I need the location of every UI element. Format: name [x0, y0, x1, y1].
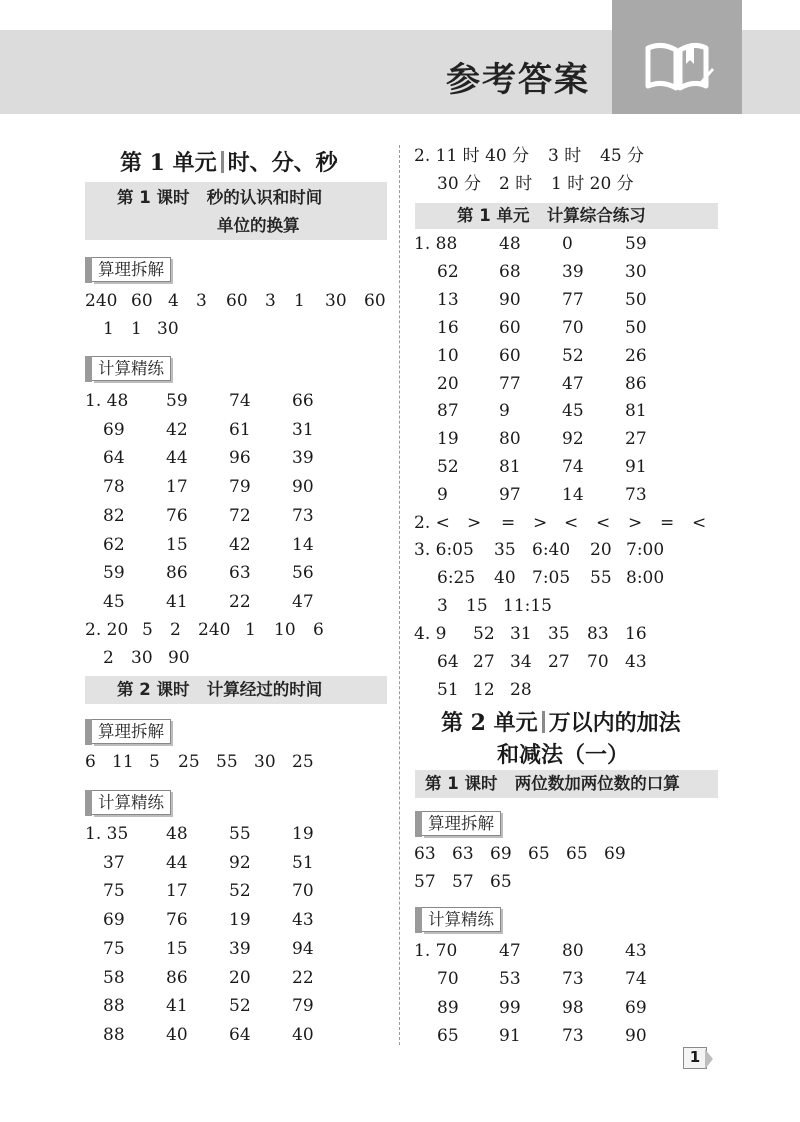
- u2-ex1-row-1: [0, 938, 800, 961]
- review-ex1-cell: 0: [562, 234, 573, 254]
- review-ex1-cell: 62: [437, 261, 459, 282]
- review-ex1-cell: 50: [625, 289, 647, 310]
- review-ex1-cell: 97: [499, 485, 521, 506]
- l1-ex1-cell: 15: [166, 534, 188, 555]
- l1-ex1-cell: 14: [292, 534, 314, 555]
- r-top-row-1: 2. 11 时 40 分 3 时 45 分: [414, 146, 645, 166]
- u2-ex1-row-3: [0, 998, 800, 1018]
- unit-1-number: 第 1 单元: [120, 150, 217, 176]
- l1-ex1-cell: 44: [166, 448, 188, 469]
- l2-ex1-cell: 88: [103, 1024, 125, 1045]
- u2-ex1-cell: 70: [437, 969, 459, 990]
- l1-sllj-row-1: 240 60 4 3 60 3 1 30 60: [85, 291, 386, 311]
- l2-ex1-cell: 22: [292, 967, 314, 988]
- l2-ex1-cell: 88: [103, 996, 125, 1017]
- review-ex1-cell: 45: [562, 401, 584, 422]
- u2-sllj-row-2: 57 57 65: [414, 872, 512, 892]
- l2-ex1-cell: 19: [229, 910, 251, 931]
- review-ex1-cell: 52: [562, 345, 584, 366]
- review-ex1-cell: 27: [625, 429, 647, 450]
- u2-ex1-cell: 73: [562, 969, 584, 990]
- unit-2-lesson-1-title: 第 1 课时 两位数加两位数的口算: [425, 774, 680, 793]
- l2-ex1-cell: 41: [166, 996, 188, 1017]
- unit-2-number: 第 2 单元: [441, 710, 538, 736]
- review-ex1-cell: 9: [437, 485, 448, 506]
- l2-ex1-cell: 52: [229, 881, 251, 902]
- review-ex1-cell: 59: [625, 234, 647, 254]
- l2-ex1-cell: 40: [166, 1024, 188, 1045]
- review-ex1-cell: 52: [437, 457, 459, 478]
- lesson-1-title-line1: 第 1 课时 秒的认识和时间: [117, 188, 323, 207]
- u2-ex1-row-2: [0, 969, 800, 989]
- l1-ex1-cell: 42: [229, 534, 251, 555]
- review-ex1-cell: 81: [625, 401, 647, 422]
- l2-sllj-row: 6 11 5 25 55 30 25: [85, 752, 314, 772]
- l1-ex2-row-2: 2 30 90: [103, 648, 190, 668]
- l1-ex1-cell: 47: [292, 591, 314, 612]
- l2-ex1-cell: 17: [166, 881, 188, 902]
- review-ex1-row-4: [0, 318, 800, 338]
- l1-ex1-cell: 59: [166, 391, 188, 411]
- l1-ex2-row-1: 2. 20 5 2 240 1 10 6: [85, 620, 324, 640]
- l2-ex1-cell: 94: [292, 938, 314, 959]
- review-ex4-row-3: 51 12 28: [437, 680, 532, 700]
- l1-ex1-cell: 79: [229, 477, 251, 498]
- l2-ex1-cell: 55: [229, 824, 251, 844]
- l1-ex1-cell: 86: [166, 563, 188, 584]
- l2-ex1-cell: 58: [103, 967, 125, 988]
- review-ex1-cell: 86: [625, 373, 647, 394]
- l1-ex1-cell: 31: [292, 419, 314, 440]
- unit-1-name: 时、分、秒: [227, 150, 338, 176]
- u2-ex1-cell: 99: [499, 997, 521, 1018]
- review-ex1-cell: 16: [437, 317, 459, 338]
- l2-ex1-cell: 1. 35: [85, 824, 129, 844]
- l2-ex1-row-1: [0, 824, 800, 844]
- l1-ex1-cell: 74: [229, 391, 251, 411]
- review-ex1-cell: 87: [437, 401, 459, 422]
- review-ex1-cell: 10: [437, 345, 459, 366]
- l2-ex1-row-4: [0, 910, 800, 930]
- l2-ex1-cell: 43: [292, 910, 314, 931]
- l2-ex1-cell: 39: [229, 938, 251, 959]
- l1-ex1-cell: 72: [229, 505, 251, 526]
- review-ex1-cell: 77: [562, 289, 584, 310]
- l2-ex1-cell: 75: [103, 881, 125, 902]
- review-ex1-cell: 48: [499, 234, 521, 254]
- u2-ex1-cell: 91: [499, 1025, 521, 1046]
- review-ex1-cell: 81: [499, 457, 521, 478]
- review-ex1-row-9: [0, 457, 800, 477]
- lesson-2-title: 第 2 课时 计算经过的时间: [117, 680, 323, 699]
- review-ex1-row-1: [0, 234, 800, 254]
- review-ex1-cell: 91: [625, 457, 647, 478]
- l1-ex1-cell: 17: [166, 477, 188, 498]
- l1-ex1-cell: 1. 48: [85, 391, 129, 411]
- lesson-1-title-line2: 单位的换算: [217, 216, 300, 235]
- l2-ex1-cell: 20: [229, 967, 251, 988]
- l1-ex1-cell: 66: [292, 391, 314, 411]
- unit-2-title-line2: 和减法（一）: [497, 742, 630, 768]
- r-top-row-2: 30 分 2 时 1 时 20 分: [437, 174, 634, 194]
- review-ex1-cell: 19: [437, 429, 459, 450]
- l1-ex1-cell: 76: [166, 505, 188, 526]
- l1-ex1-cell: 62: [103, 534, 125, 555]
- l2-ex1-cell: 86: [166, 967, 188, 988]
- review-ex1-cell: 30: [625, 261, 647, 282]
- l1-ex1-cell: 56: [292, 563, 314, 584]
- review-bar: [415, 203, 718, 229]
- page-number-badge: [683, 1047, 713, 1071]
- review-ex3-row-3: 3 15 11:15: [437, 596, 552, 616]
- review-ex1-cell: 14: [562, 485, 584, 506]
- review-ex1-row-5: [0, 346, 800, 366]
- review-ex1-row-10: [0, 485, 800, 505]
- u2-ex1-cell: 73: [562, 1025, 584, 1046]
- l2-ex1-cell: 51: [292, 852, 314, 873]
- l2-ex1-cell: 64: [229, 1024, 251, 1045]
- l2-ex1-cell: 52: [229, 996, 251, 1017]
- review-ex1-cell: 1. 88: [414, 234, 458, 254]
- l2-ex1-cell: 37: [103, 852, 125, 873]
- l1-ex1-cell: 69: [103, 419, 125, 440]
- review-ex1-cell: 90: [499, 289, 521, 310]
- review-ex1-cell: 50: [625, 317, 647, 338]
- l1-ex1-cell: 59: [103, 563, 125, 584]
- review-ex2-row: 2. < > = > < < > = <: [414, 513, 707, 533]
- u2-ex1-cell: 1. 70: [414, 941, 458, 961]
- review-ex1-cell: 60: [499, 345, 521, 366]
- review-ex1-cell: 13: [437, 289, 459, 310]
- review-ex4-row-1: 4. 9 52 31 35 83 16: [414, 624, 647, 644]
- l1-ex1-cell: 63: [229, 563, 251, 584]
- l2-ex1-cell: 79: [292, 996, 314, 1017]
- u2-ex1-cell: 69: [625, 997, 647, 1018]
- l2-ex1-cell: 92: [229, 852, 251, 873]
- l1-ex1-cell: 41: [166, 591, 188, 612]
- l1-ex1-cell: 82: [103, 505, 125, 526]
- review-ex1-row-3: [0, 290, 800, 310]
- review-title: 第 1 单元 计算综合练习: [457, 206, 646, 225]
- review-ex1-cell: 9: [499, 401, 510, 422]
- review-ex1-cell: 80: [499, 429, 521, 450]
- l1-ex1-cell: 22: [229, 591, 251, 612]
- l2-ex1-cell: 19: [292, 824, 314, 844]
- review-ex1-cell: 20: [437, 373, 459, 394]
- l1-ex1-cell: 39: [292, 448, 314, 469]
- l2-ex1-cell: 70: [292, 881, 314, 902]
- review-ex4-row-2: 64 27 34 27 70 43: [437, 652, 647, 672]
- u2-ex1-cell: 98: [562, 997, 584, 1018]
- l2-ex1-cell: 15: [166, 938, 188, 959]
- review-ex1-cell: 47: [562, 373, 584, 394]
- title-separator: [542, 711, 545, 733]
- u2-ex1-cell: 89: [437, 997, 459, 1018]
- l1-ex1-cell: 90: [292, 477, 314, 498]
- review-ex3-row-2: 6:25 40 7:05 55 8:00: [437, 568, 665, 588]
- review-ex3-row-1: 3. 6:05 35 6:40 20 7:00: [414, 540, 665, 560]
- unit-2-title-line1: [441, 706, 681, 737]
- l1-ex1-cell: 78: [103, 477, 125, 498]
- review-ex1-cell: 74: [562, 457, 584, 478]
- review-ex1-cell: 60: [499, 317, 521, 338]
- u2-ex1-row-4: [0, 1026, 800, 1046]
- review-ex1-row-6: [0, 374, 800, 394]
- review-ex1-row-8: [0, 429, 800, 449]
- u2-sllj-row-1: 63 63 69 65 65 69: [414, 844, 626, 864]
- page-title: 参考答案: [446, 60, 590, 100]
- review-ex1-cell: 70: [562, 317, 584, 338]
- review-ex1-cell: 26: [625, 345, 647, 366]
- review-ex1-cell: 68: [499, 261, 521, 282]
- review-ex1-cell: 77: [499, 373, 521, 394]
- open-book-icon: [642, 38, 714, 98]
- review-ex1-row-7: [0, 401, 800, 421]
- l1-ex1-cell: 61: [229, 419, 251, 440]
- u2-ex1-cell: 74: [625, 969, 647, 990]
- unit-2-lesson-1-bar: [415, 770, 718, 798]
- u2-ex1-cell: 90: [625, 1025, 647, 1046]
- review-ex1-cell: 92: [562, 429, 584, 450]
- l2-ex1-cell: 76: [166, 910, 188, 931]
- l2-ex1-cell: 75: [103, 938, 125, 959]
- page-number: 1: [689, 1048, 701, 1066]
- l2-ex1-cell: 40: [292, 1024, 314, 1045]
- l1-ex1-cell: 64: [103, 448, 125, 469]
- u2-ex1-cell: 43: [625, 941, 647, 961]
- u2-ex1-cell: 80: [562, 941, 584, 961]
- l2-ex1-cell: 48: [166, 824, 188, 844]
- l1-ex1-cell: 42: [166, 419, 188, 440]
- u2-ex1-cell: 53: [499, 969, 521, 990]
- l1-ex1-cell: 96: [229, 448, 251, 469]
- unit-2-name: 万以内的加法: [548, 710, 681, 736]
- l1-ex1-cell: 45: [103, 591, 125, 612]
- review-ex1-cell: 39: [562, 261, 584, 282]
- u2-ex1-cell: 47: [499, 941, 521, 961]
- l1-ex1-cell: 73: [292, 505, 314, 526]
- review-ex1-row-2: [0, 262, 800, 282]
- u2-ex1-cell: 65: [437, 1025, 459, 1046]
- l2-ex1-cell: 44: [166, 852, 188, 873]
- review-ex1-cell: 73: [625, 485, 647, 506]
- header-icon-box: [612, 0, 742, 114]
- l1-sllj-row-2: 1 1 30: [103, 319, 179, 339]
- l2-ex1-cell: 69: [103, 910, 125, 931]
